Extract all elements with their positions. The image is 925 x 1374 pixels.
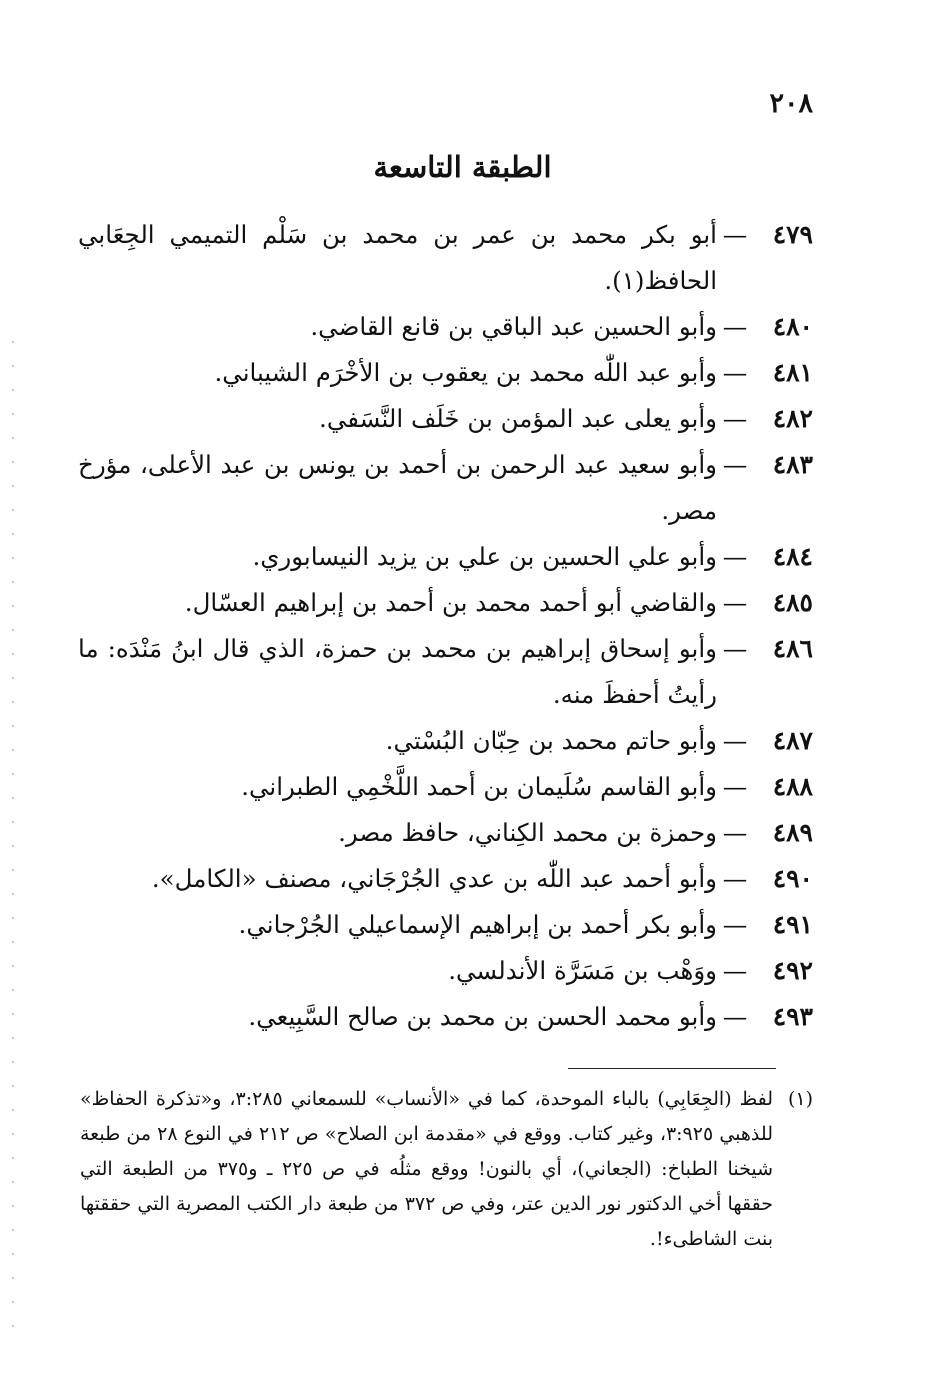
entry-text: وأبو يعلى عبد المؤمن بن خَلَف النَّسَفي. xyxy=(319,404,717,433)
entry-text: وأبو سعيد عبد الرحمن بن أحمد بن يونس بن عبد الأعلى، مؤرخ مصر. xyxy=(78,450,717,525)
entry-text: وأبو إسحاق إبراهيم بن محمد بن حمزة، الذي قال ابنُ مَنْدَه: ما رأيتُ أحفظَ منه. xyxy=(78,634,717,709)
entry-text: وأبو القاسم سُلَيمان بن أحمد اللَّخْمِي الطبراني. xyxy=(241,772,717,801)
entry-dash: — xyxy=(722,864,748,893)
entry-dash: — xyxy=(722,772,748,801)
entry-dash: — xyxy=(722,588,748,617)
entry-text: وأبو أحمد عبد اللّٰه بن عدي الجُرْجَاني، مصنف «الكامل». xyxy=(151,864,717,893)
entry-text: وأبو بكر أحمد بن إبراهيم الإسماعيلي الجُرْجاني. xyxy=(238,910,717,939)
entry-dash: — xyxy=(722,542,748,571)
entry-text: وأبو علي الحسين بن علي بن يزيد النيسابوري. xyxy=(252,542,717,571)
entry-dash: — xyxy=(722,956,748,985)
entry-text: أبو بكر محمد بن عمر بن محمد بن سَلْم التميمي الجِعَابي الحافظ(١). xyxy=(78,220,717,295)
footnote-text: لفظ (الجِعَابِي) بالباء الموحدة، كما في «الأنساب» للسمعاني ٣:٢٨٥، و«تذكرة الحفاظ» للذهبي ٣:٩٢٥، وغير كتاب. ووقع في «مقدمة ابن الصلاح» ص ٢١٢ في النوع ٢٨ من طبعة شيخنا الطباخ: (الجعاني)، أي بالنون! ووقع مثلُه في ص ٢٢٥ ـ و٣٧٥ من الطبعة التي حققها أخي الدكتور نور الدين عتر، وفي ص ٣٧٢ من طبعة دار الكتب المصرية التي حققتها بنت الشاطىء!. xyxy=(80,1088,773,1250)
list-item xyxy=(78,350,813,396)
list-item xyxy=(78,534,813,580)
entry-text: ووَهْب بن مَسَرَّة الأندلسي. xyxy=(448,956,717,985)
footnote-marker: (١) xyxy=(787,1088,813,1110)
entry-text: وأبو حاتم محمد بن حِبّان البُسْتي. xyxy=(385,726,717,755)
entry-number: ٤٧٩ xyxy=(772,220,813,249)
entry-dash: — xyxy=(722,220,748,249)
entry-dash: — xyxy=(722,726,748,755)
chapter-title: الطبقة التاسعة xyxy=(373,150,552,184)
entry-dash: — xyxy=(722,910,748,939)
entry-dash: — xyxy=(722,404,748,433)
footnote-divider xyxy=(568,1068,776,1069)
list-item xyxy=(78,948,813,994)
entry-number: ٤٩٣ xyxy=(772,1002,813,1031)
entry-text: وحمزة بن محمد الكِناني، حافظ مصر. xyxy=(338,818,717,847)
entry-dash: — xyxy=(722,358,748,387)
entry-number: ٤٨٧ xyxy=(772,726,813,755)
entry-text: وأبو الحسين عبد الباقي بن قانع القاضي. xyxy=(310,312,717,341)
list-item xyxy=(78,442,813,534)
list-item xyxy=(78,902,813,948)
entry-number: ٤٨٣ xyxy=(772,450,813,479)
entry-text: والقاضي أبو أحمد محمد بن أحمد بن إبراهيم العسّال. xyxy=(184,588,717,617)
entry-number: ٤٨٦ xyxy=(772,634,813,663)
entry-number: ٤٨٩ xyxy=(772,818,813,847)
list-item xyxy=(78,580,813,626)
entry-dash: — xyxy=(722,312,748,341)
list-item xyxy=(78,304,813,350)
list-item xyxy=(78,994,813,1040)
list-item xyxy=(78,810,813,856)
entry-text: وأبو محمد الحسن بن محمد بن صالح السَّبِيعي. xyxy=(248,1002,717,1031)
list-item xyxy=(78,856,813,902)
entry-number: ٤٨١ xyxy=(772,358,813,387)
entry-number: ٤٩٢ xyxy=(772,956,813,985)
entry-dash: — xyxy=(722,818,748,847)
entry-dash: — xyxy=(722,450,748,479)
list-item xyxy=(78,396,813,442)
entry-list xyxy=(78,212,813,1040)
entry-number: ٤٨٤ xyxy=(772,542,813,571)
list-item xyxy=(78,626,813,718)
page-number: ٢٠٨ xyxy=(769,88,813,119)
entry-number: ٤٨٠ xyxy=(772,312,813,341)
entry-dash: — xyxy=(722,634,748,663)
margin-dots xyxy=(12,330,14,1330)
list-item xyxy=(78,718,813,764)
entry-number: ٤٩١ xyxy=(772,910,813,939)
entry-text: وأبو عبد اللّٰه محمد بن يعقوب بن الأخْرَم الشيباني. xyxy=(214,358,717,387)
list-item xyxy=(78,764,813,810)
list-item xyxy=(78,212,813,304)
entry-number: ٤٨٢ xyxy=(772,404,813,433)
entry-number: ٤٩٠ xyxy=(772,864,813,893)
entry-number: ٤٨٨ xyxy=(772,772,813,801)
entry-dash: — xyxy=(722,1002,748,1031)
footnote xyxy=(80,1082,813,1257)
entry-number: ٤٨٥ xyxy=(772,588,813,617)
